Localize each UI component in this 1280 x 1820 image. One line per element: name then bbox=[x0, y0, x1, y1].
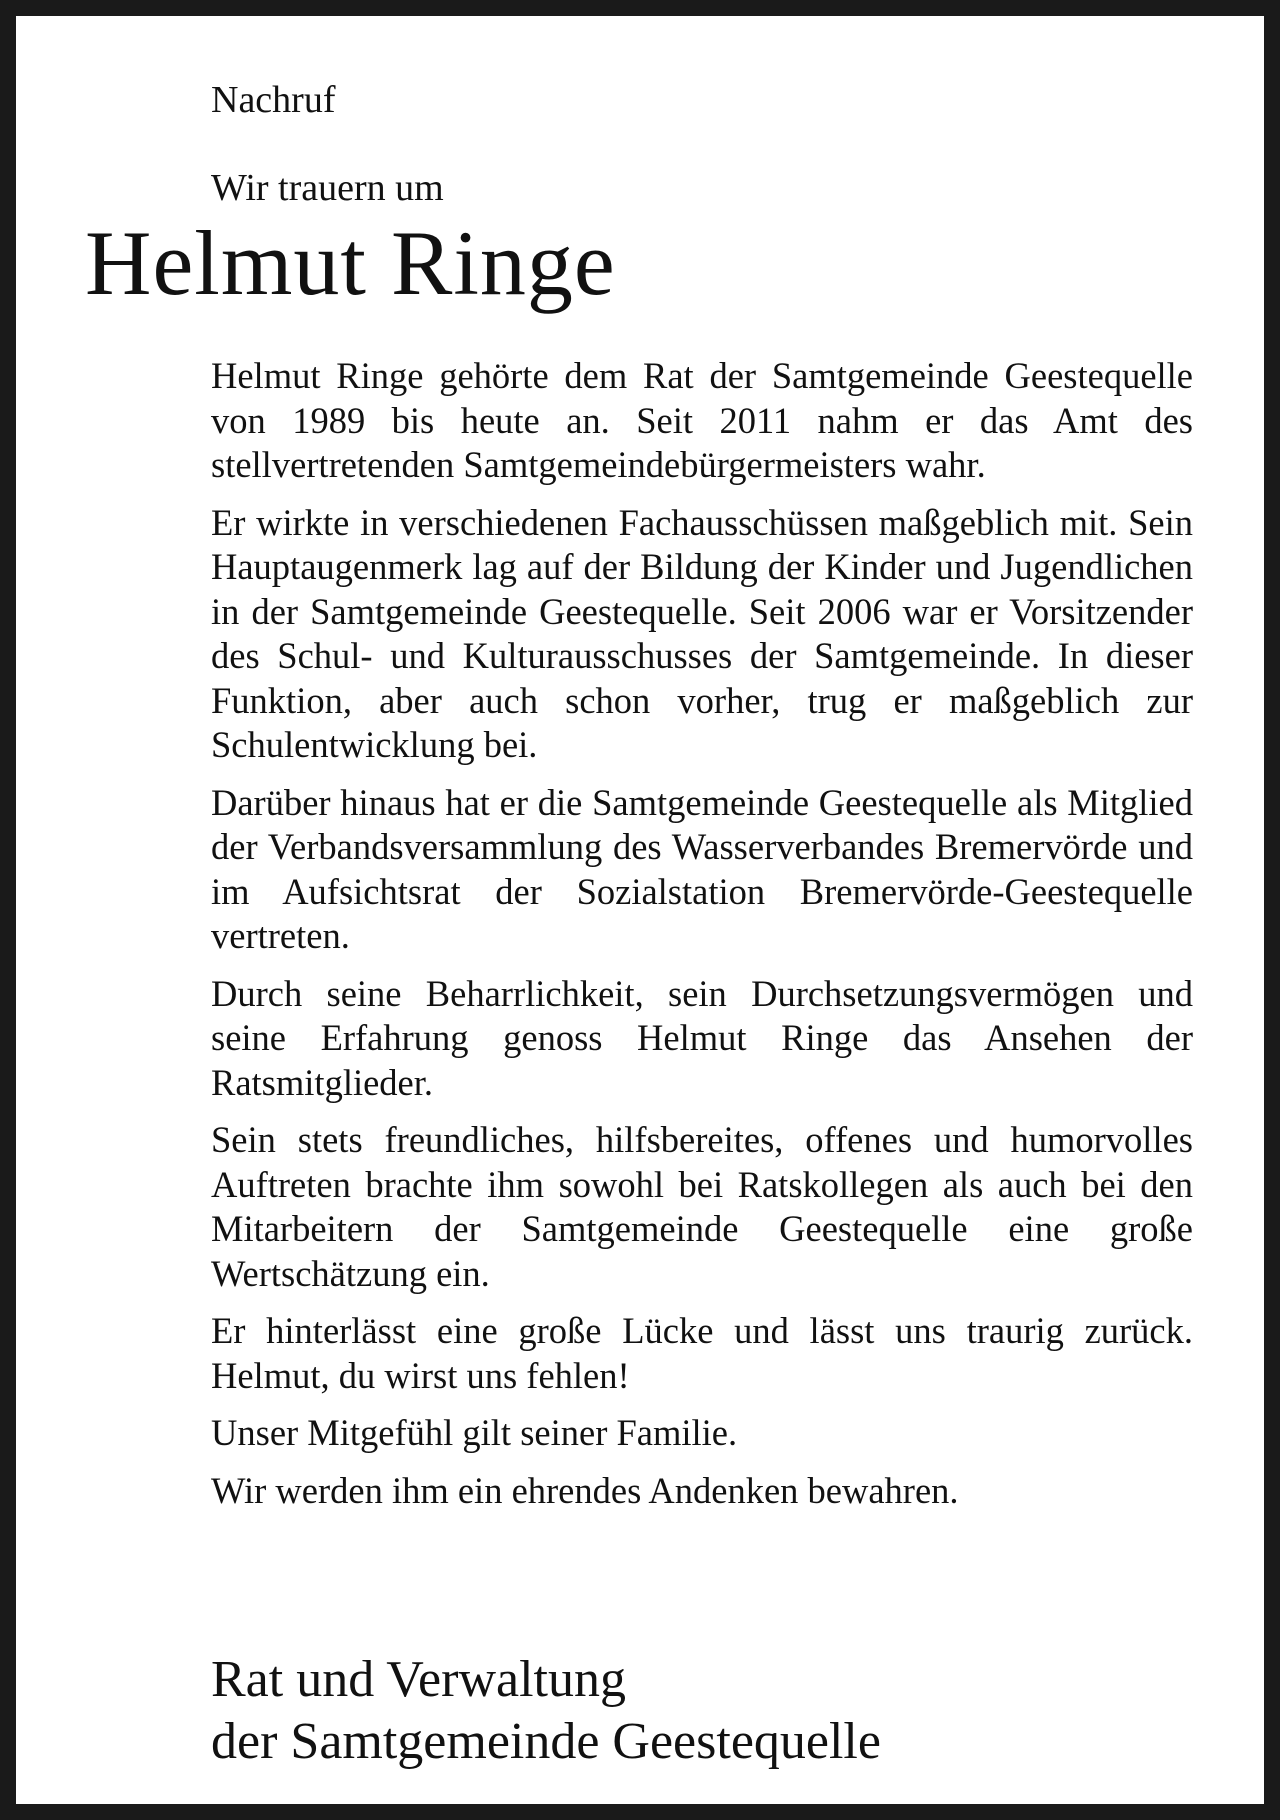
obituary-body bbox=[211, 354, 1193, 1526]
obituary-notice bbox=[16, 16, 1264, 1804]
paragraph-representation: Darüber hinaus hat er die Samtgemeinde Geestequelle als Mitglied der Verbandsversammlung des Wasserverbandes Bremervörde und im Aufsichtsrat der Sozialstation Bremervörde-Geestequelle vertreten. bbox=[211, 781, 1193, 956]
paragraph-sympathy: Unser Mitgefühl gilt seiner Familie. bbox=[211, 1412, 738, 1453]
paragraph-career: Helmut Ringe gehörte dem Rat der Samtgemeinde Geestequelle von 1989 bis heute an. Seit 2011 nahm er das Amt des stellvertretenden Samtgemeindebürgermeisters wahr. bbox=[211, 355, 1193, 485]
paragraph-appreciation: Sein stets freundliches, hilfsbereites, offenes und humorvolles Auftreten brachte ihm sowohl bei Ratskollegen als auch bei den Mitarbeitern der Samtgemeinde Geestequelle eine große Wertschätzung ein. bbox=[211, 1119, 1193, 1294]
signature-block bbox=[211, 1649, 881, 1773]
paragraph-committees: Er wirkte in verschiedenen Fachausschüssen maßgeblich mit. Sein Hauptaugenmerk lag auf der Bildung der Kinder und Jugendlichen in der Samtgemeinde Geestequelle. Seit 2006 war er Vorsitzender des Schul- und Kulturausschusses der Samtgemeinde. In dieser Funktion, aber auch schon vorher, trug er maßgeblich zur Schulentwicklung bei. bbox=[211, 501, 1193, 765]
notice-label: Nachruf bbox=[211, 79, 336, 121]
signature-line-1: Rat und Verwaltung bbox=[211, 1651, 626, 1708]
paragraph-character: Durch seine Beharrlichkeit, sein Durchsetzungsvermögen und seine Erfahrung genoss Helmut Ringe das Ansehen der Ratsmitglieder. bbox=[211, 972, 1193, 1103]
deceased-name: Helmut Ringe bbox=[85, 212, 616, 314]
paragraph-remembrance: Wir werden ihm ein ehrendes Andenken bewahren. bbox=[211, 1469, 959, 1511]
signature-line-2: der Samtgemeinde Geestequelle bbox=[211, 1713, 881, 1770]
mourning-intro: Wir trauern um bbox=[211, 167, 444, 209]
paragraph-farewell: Er hinterlässt eine große Lücke und lässt uns traurig zurück. Helmut, du wirst uns fehlen! bbox=[211, 1310, 1193, 1396]
